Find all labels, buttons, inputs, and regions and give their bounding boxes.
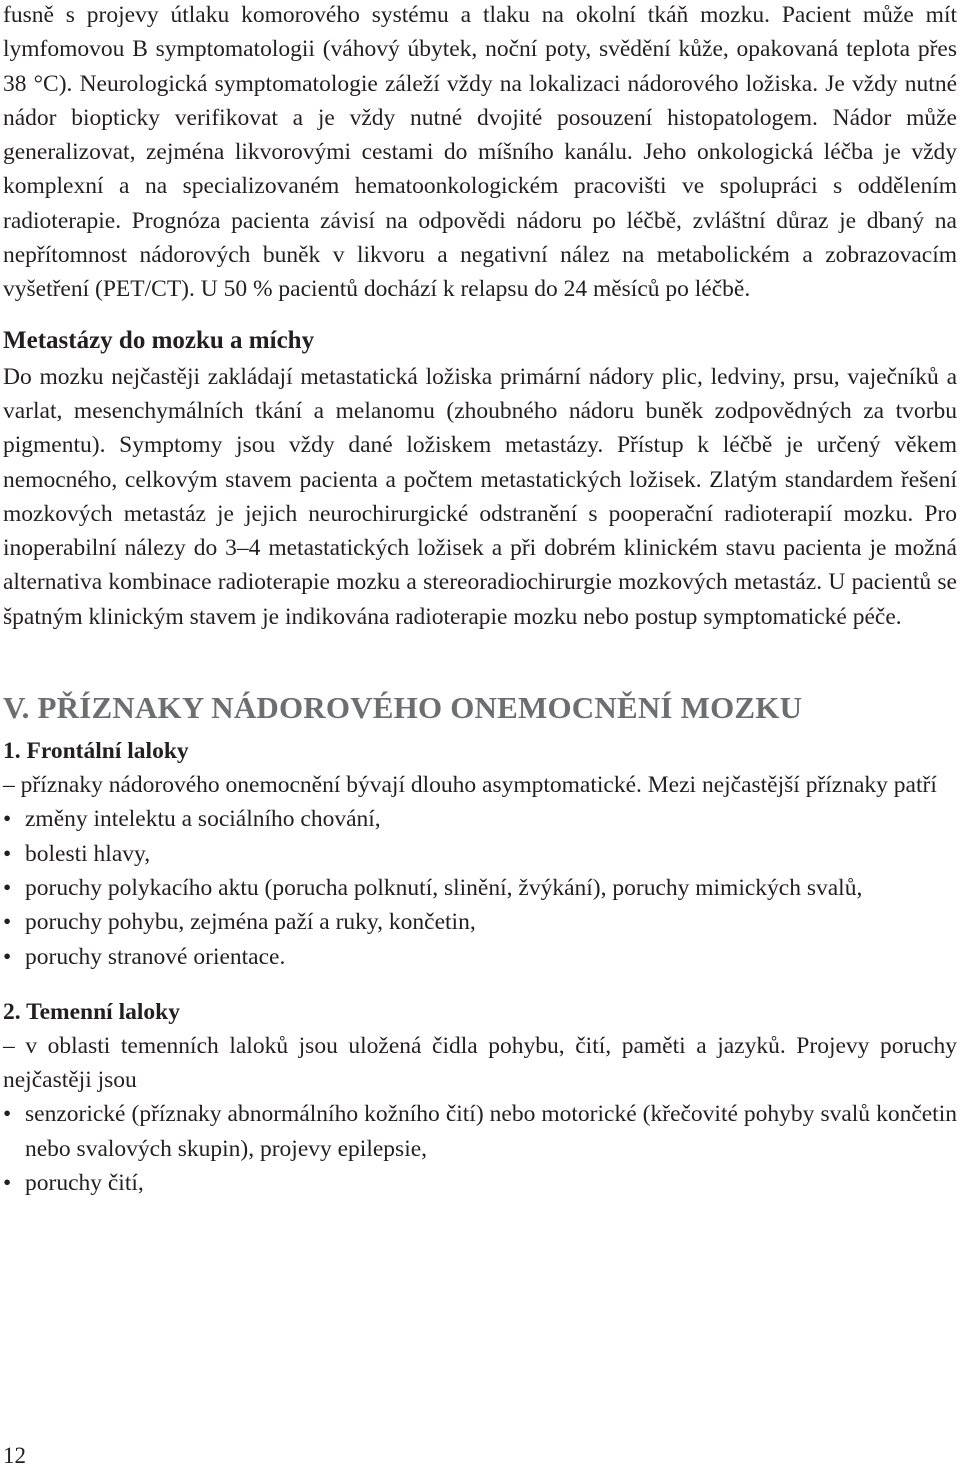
list-item-text: poruchy pohybu, zejména paží a ruky, končetin, [25, 909, 476, 936]
bullet-icon: • [3, 1170, 12, 1197]
list-item [3, 802, 957, 836]
list-item [3, 837, 957, 871]
bullet-icon: • [3, 909, 12, 936]
list-item [3, 1166, 957, 1200]
parietal-lobes-intro: – v oblasti temenních laloků jsou uložená čidla pohybu, čití, paměti a jazyků. Projevy poruchy nejčastěji jsou [3, 1032, 957, 1094]
document-page [3, 0, 957, 1200]
bullet-icon: • [3, 874, 12, 901]
parietal-symptoms-list [3, 1097, 957, 1200]
list-item-text: poruchy stranové orientace. [25, 943, 286, 970]
bullet-icon: • [3, 806, 12, 833]
frontal-lobes-heading: 1. Frontální laloky [3, 738, 189, 765]
list-item-text: bolesti hlavy, [25, 840, 151, 867]
list-item [3, 905, 957, 939]
metastases-paragraph: Do mozku nejčastěji zakládají metastatická ložiska primární nádory plic, ledviny, prsu, vaječníků a varlat, mesenchymálních tkání a melanomu (zhoubného nádoru buněk zodpovědných za tvorbu pigmentu). Symptomy jsou vždy dané ložiskem metastázy. Přístup k léčbě je určený věkem nemocného, celkovým stavem pacienta a počtem metastatických ložisek. Zlatým standardem řešení mozkových metastáz je jejich neurochirurgické odstranění s pooperační radioterapií mozku. Pro inoperabilní nálezy do 3–4 metastatických ložisek a při dobrém klinickém stavu pacienta je možná alternativa kombinace radioterapie mozku a stereoradiochirurgie mozkových metastáz. U pacientů se špatným klinickým stavem je indikována radioterapie mozku nebo postup symptomatické péče. [3, 363, 957, 630]
list-item-text: poruchy polykacího aktu (porucha polknutí, slinění, žvýkání), poruchy mimických svalů, [25, 874, 863, 901]
list-item [3, 940, 957, 974]
list-item-text: senzorické (příznaky abnormálního kožního čití) nebo motorické (křečovité pohyby svalů končetin nebo svalových skupin), projevy epilepsie, [25, 1101, 957, 1162]
list-item [3, 1097, 957, 1166]
intro-paragraph: fusně s projevy útlaku komorového systému a tlaku na okolní tkáň mozku. Pacient může mít lymfomovou B symptomatologii (váhový úbytek, noční poty, svědění kůže, opakovaná teplota přes 38 °C). Neurologická symptomatologie záleží vždy na lokalizaci nádorového ložiska. Je vždy nutné nádor biopticky verifikovat a je vždy nutné dvojité posouzení histopatologem. Nádor může generalizovat, zejména likvorovými cestami do míšního kanálu. Jeho onkologická léčba je vždy komplexní a na specializovaném hematoonkologickém pracovišti ve spolupráci s oddělením radioterapie. Prognóza pacienta závisí na odpovědi nádoru po léčbě, zvláštní důraz je dbaný na nepřítomnost nádorových buněk v likvoru a negativní nález na metabolickém a zobrazovacím vyšetření (PET/CT). U 50 % pacientů dochází k relapsu do 24 měsíců po léčbě. [3, 2, 957, 303]
metastases-heading: Metastázy do mozku a míchy [3, 326, 315, 354]
list-item-text: poruchy čití, [25, 1170, 144, 1197]
parietal-lobes-heading: 2. Temenní laloky [3, 998, 180, 1025]
page-number: 12 [3, 1443, 26, 1468]
bullet-icon: • [3, 943, 12, 970]
chapter-heading: V. PŘÍZNAKY NÁDOROVÉHO ONEMOCNĚNÍ MOZKU [3, 690, 803, 726]
list-item [3, 871, 957, 905]
frontal-symptoms-list [3, 802, 957, 973]
bullet-icon: • [3, 1101, 12, 1128]
frontal-lobes-intro: – příznaky nádorového onemocnění bývají dlouho asymptomatické. Mezi nejčastější příznaky patří [3, 772, 937, 799]
list-item-text: změny intelektu a sociálního chování, [25, 806, 381, 833]
bullet-icon: • [3, 840, 12, 867]
